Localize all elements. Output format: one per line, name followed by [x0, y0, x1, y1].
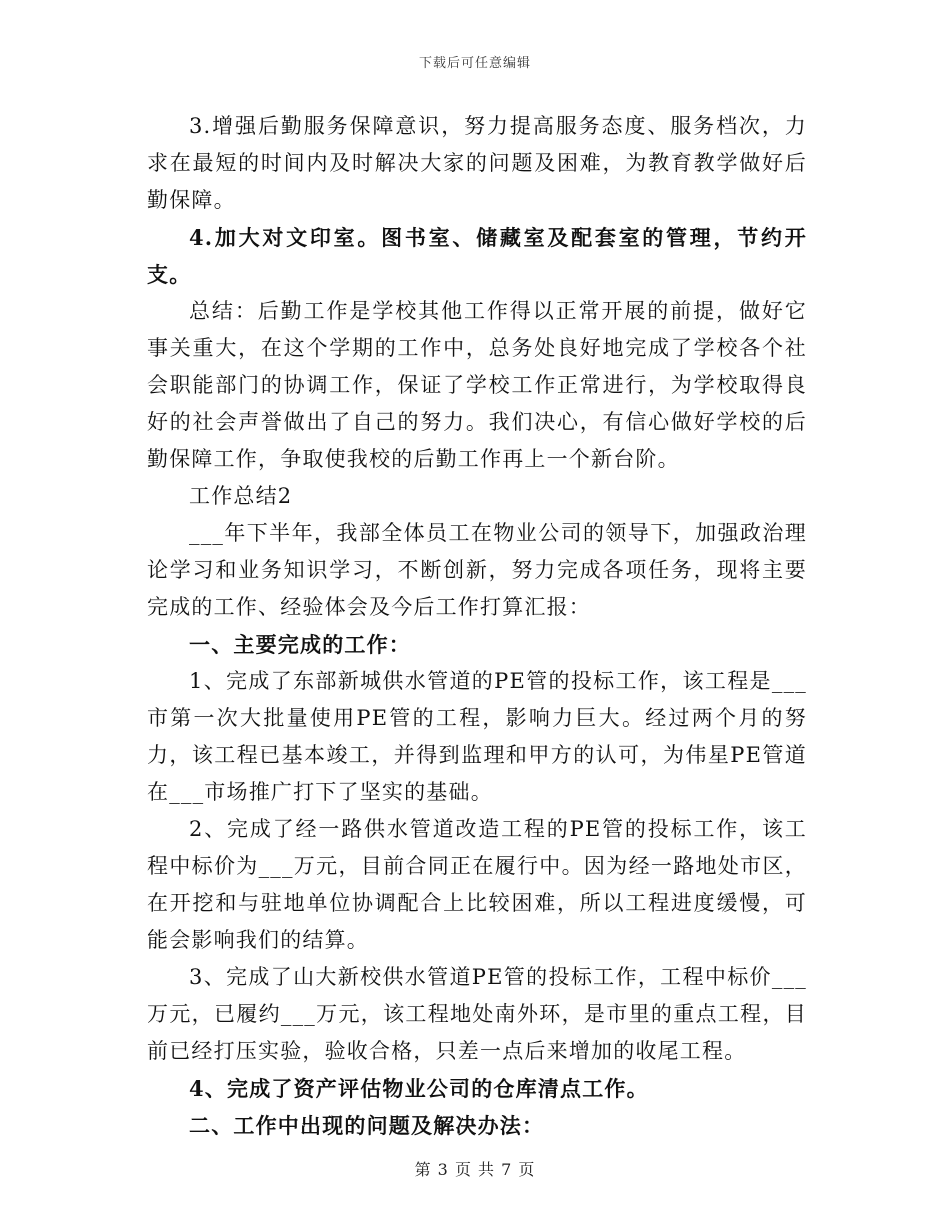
paragraph-summary: 总结：后勤工作是学校其他工作得以正常开展的前提，做好它事关重大，在这个学期的工作中，总务处良好地完成了学校各个社会职能部门的协调工作，保证了学校工作正常进行，为学校取得良好的社会声誉做出了自己的努力。我们决心，有信心做好学校的后勤保障工作，争取使我校的后勤工作再上一个新台阶。: [147, 299, 807, 471]
page-footer: 第 3 页 共 7 页: [414, 1160, 536, 1179]
paragraph-item-1: 1、完成了东部新城供水管道的PE管的投标工作，该工程是___市第一次大批量使用PE管的工程，影响力巨大。经过两个月的努力，该工程已基本竣工，并得到监理和甲方的认可，为伟星PE管道在___市场推广打下了坚实的基础。: [147, 669, 807, 804]
paragraph-item-2: 2、完成了经一路供水管道改造工程的PE管的投标工作，该工程中标价为___万元，目前合同正在履行中。因为经一路地处市区，在开挖和与驻地单位协调配合上比较困难，所以工程进度缓慢，可能会影响我们的结算。: [147, 817, 807, 952]
section-title-work-summary-2: 工作总结2: [189, 484, 293, 508]
paragraph-item-3: 3、完成了山大新校供水管道PE管的投标工作，工程中标价___万元，已履约___万元，该工程地处南外环，是市里的重点工程，目前已经打压实验，验收合格，只差一点后来增加的收尾工程。: [147, 965, 807, 1063]
heading-problems-solutions: 二、工作中出现的问题及解决办法：: [189, 1113, 545, 1138]
paragraph-logistics-awareness: 3.增强后勤服务保障意识，努力提高服务态度、服务档次，力求在最短的时间内及时解决大家的问题及困难，为教育教学做好后勤保障。: [147, 114, 807, 212]
paragraph-item-4: 4、完成了资产评估物业公司的仓库清点工作。: [189, 1076, 649, 1101]
document-body: [147, 108, 807, 1144]
heading-main-work: 一、主要完成的工作：: [189, 632, 411, 657]
paragraph-management-savings: 4.加大对文印室。图书室、储藏室及配套室的管理，节约开支。: [147, 225, 807, 287]
page-header: 下载后可任意编辑: [418, 56, 531, 71]
paragraph-intro: ___年下半年，我部全体员工在物业公司的领导下，加强政治理论学习和业务知识学习，不断创新，努力完成各项任务，现将主要完成的工作、经验体会及今后工作打算汇报：: [147, 521, 807, 619]
